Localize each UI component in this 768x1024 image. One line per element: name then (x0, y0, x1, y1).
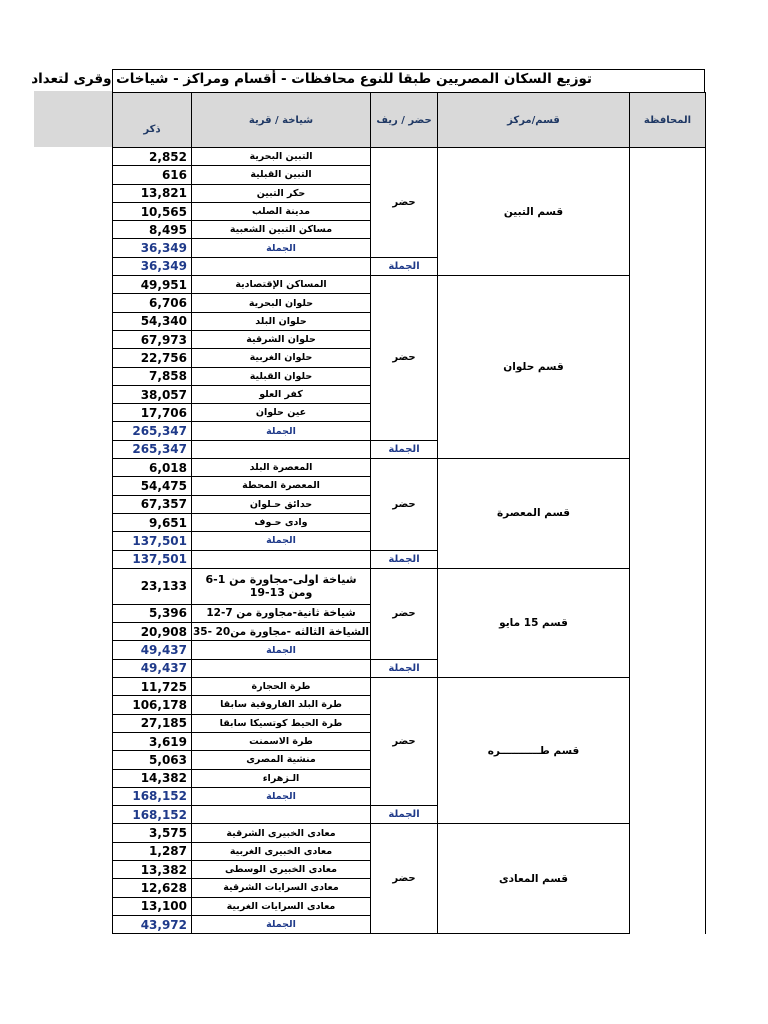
urban-total-value: 36,349 (113, 239, 192, 257)
male-count: 8,495 (113, 221, 192, 239)
place-name: معادى الخبيرى الشرقية (192, 824, 371, 842)
male-count: 616 (113, 166, 192, 184)
place-name: حلوان القبلية (192, 367, 371, 385)
place-name: حلوان البحرية (192, 294, 371, 312)
district-total-label: الجملة (371, 806, 438, 824)
urban-total-value: 265,347 (113, 422, 192, 440)
place-name: التبين البحرية (192, 148, 371, 166)
district-total-value: 168,152 (113, 806, 192, 824)
urban-total-label: الجملة (192, 532, 371, 550)
place-name: معادى الخبيرى الوسطى (192, 860, 371, 878)
empty-cell (192, 806, 371, 824)
place-name: المعصرة المحطة (192, 477, 371, 495)
male-count: 38,057 (113, 385, 192, 403)
district-total-label: الجملة (371, 257, 438, 275)
empty-cell (192, 659, 371, 677)
place-name: معادى السرايات الشرقية (192, 879, 371, 897)
district-total-label: الجملة (371, 659, 438, 677)
place-name: حلوان الغربية (192, 349, 371, 367)
table-row (113, 276, 706, 294)
place-name: طرة الاسمنت (192, 732, 371, 750)
male-count: 13,382 (113, 860, 192, 878)
male-count: 13,821 (113, 184, 192, 202)
place-name: معادى الخبيرى الغربية (192, 842, 371, 860)
empty-cell (192, 440, 371, 458)
table-row (113, 148, 706, 166)
male-count: 10,565 (113, 202, 192, 220)
male-count: 3,619 (113, 732, 192, 750)
district-total-value: 137,501 (113, 550, 192, 568)
place-name: وادى حـوف (192, 513, 371, 531)
place-name: المعصرة البلد (192, 459, 371, 477)
urban-total-label: الجملة (192, 422, 371, 440)
place-name: حكر التبين (192, 184, 371, 202)
urban-rural-cell: حضر (371, 276, 438, 441)
header-district: قسم/مركز (438, 93, 630, 148)
header-governorate: المحافظة (630, 93, 706, 148)
district-name: قسم المعصرة (438, 459, 630, 569)
male-count: 17,706 (113, 404, 192, 422)
district-total-value: 36,349 (113, 257, 192, 275)
place-name: الشياخة الثالثه -مجاورة من20 -35 (192, 623, 371, 641)
place-name: معادى السرايات الغربية (192, 897, 371, 915)
empty-cell (192, 257, 371, 275)
male-count: 54,475 (113, 477, 192, 495)
place-name: حدائق حـلوان (192, 495, 371, 513)
district-name: قسم التبين (438, 148, 630, 276)
urban-rural-cell: حضر (371, 678, 438, 806)
male-count: 67,973 (113, 330, 192, 348)
district-total-label: الجملة (371, 550, 438, 568)
male-count: 67,357 (113, 495, 192, 513)
urban-total-label: الجملة (192, 787, 371, 805)
male-count: 23,133 (113, 568, 192, 604)
place-name: منشية المصرى (192, 751, 371, 769)
male-count: 3,575 (113, 824, 192, 842)
male-count: 6,018 (113, 459, 192, 477)
male-count: 49,951 (113, 276, 192, 294)
place-name: حلوان البلد (192, 312, 371, 330)
male-count: 13,100 (113, 897, 192, 915)
male-count: 106,178 (113, 696, 192, 714)
male-count: 2,852 (113, 148, 192, 166)
male-count: 11,725 (113, 678, 192, 696)
governorate-cell (630, 148, 706, 934)
data-table (112, 92, 706, 934)
urban-total-label: الجملة (192, 239, 371, 257)
male-count: 5,396 (113, 604, 192, 622)
place-name: مساكن التبين الشعبية (192, 221, 371, 239)
male-count: 9,651 (113, 513, 192, 531)
place-name: المساكن الإقتصادية (192, 276, 371, 294)
title-row (31, 69, 705, 93)
urban-total-label: الجملة (192, 641, 371, 659)
place-name: عين حلوان (192, 404, 371, 422)
male-count: 54,340 (113, 312, 192, 330)
place-name: مدينة الصلب (192, 202, 371, 220)
district-total-value: 49,437 (113, 659, 192, 677)
header-male-label: ذكر (143, 124, 161, 135)
urban-rural-cell: حضر (371, 824, 438, 934)
table-row (113, 568, 706, 604)
header-urban-rural: حضر / ريف (371, 93, 438, 148)
place-name: التبين القبلية (192, 166, 371, 184)
header-shade (34, 91, 112, 147)
urban-rural-cell: حضر (371, 568, 438, 659)
place-name: طرة الحيط كوتسيكا سابقا (192, 714, 371, 732)
male-count: 7,858 (113, 367, 192, 385)
urban-total-value: 49,437 (113, 641, 192, 659)
male-count: 6,706 (113, 294, 192, 312)
place-name: شياخة اولى-مجاورة من 1-6 ومن 13-19 (192, 568, 371, 604)
header-place: شياخة / قرية (192, 93, 371, 148)
male-count: 22,756 (113, 349, 192, 367)
table-row (113, 678, 706, 696)
place-name: طرة الحجارة (192, 678, 371, 696)
district-total-label: الجملة (371, 440, 438, 458)
district-name: قسم حلوان (438, 276, 630, 459)
male-count: 20,908 (113, 623, 192, 641)
urban-rural-cell: حضر (371, 459, 438, 550)
place-name: شياخة ثانية-مجاورة من 7-12 (192, 604, 371, 622)
male-count: 12,628 (113, 879, 192, 897)
page-title: توزيع السكان المصريين طبقا للنوع محافظات - أقسام ومراكز - شياخات وقرى لتعداد (31, 71, 592, 87)
male-count: 5,063 (113, 751, 192, 769)
district-name: قسم المعادى (438, 824, 630, 934)
district-name: قسم 15 مايو (438, 568, 630, 677)
urban-total-value: 137,501 (113, 532, 192, 550)
urban-total-value: 168,152 (113, 787, 192, 805)
male-count: 27,185 (113, 714, 192, 732)
place-name: الـزهراء (192, 769, 371, 787)
urban-total-label: الجملة (192, 915, 371, 933)
place-name: حلوان الشرقية (192, 330, 371, 348)
table-row (113, 824, 706, 842)
district-name: قسم طـــــــــــره (438, 678, 630, 824)
place-name: كفر العلو (192, 385, 371, 403)
table-row (113, 459, 706, 477)
place-name: طرة البلد الفاروقية سابقا (192, 696, 371, 714)
urban-rural-cell: حضر (371, 148, 438, 258)
empty-cell (192, 550, 371, 568)
male-count: 14,382 (113, 769, 192, 787)
male-count: 1,287 (113, 842, 192, 860)
header-male (113, 93, 192, 148)
urban-total-value: 43,972 (113, 915, 192, 933)
district-total-value: 265,347 (113, 440, 192, 458)
